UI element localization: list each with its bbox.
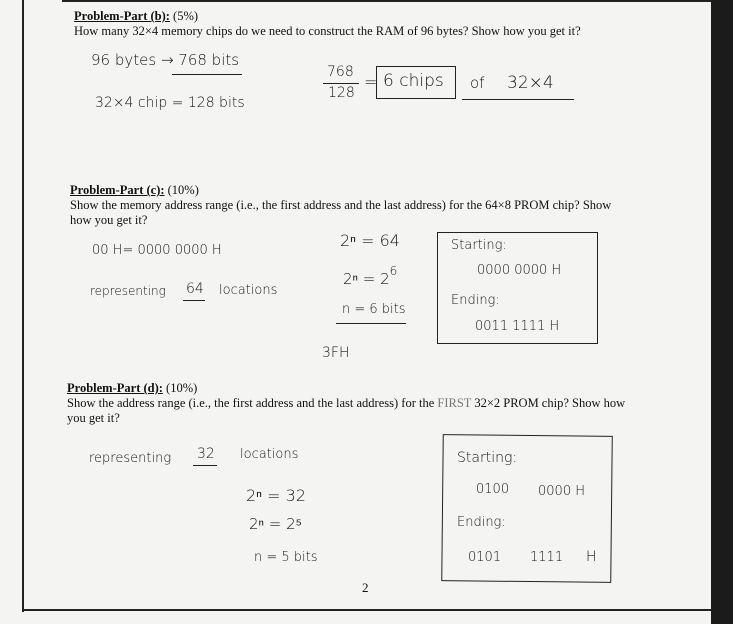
part-c-representing: representing	[90, 284, 166, 298]
part-d-ending-value-c: H	[586, 549, 597, 565]
part-d-count-underline	[193, 465, 217, 466]
part-d-eq1: 2ⁿ = 32	[246, 486, 306, 505]
part-b-answer-type: 32×4	[507, 73, 554, 93]
part-b-question: How many 32×4 memory chips do we need to construct the RAM of 96 bytes? Show how you get it?	[74, 24, 581, 38]
part-d-eq3: n = 5 bits	[254, 550, 318, 565]
part-d-count: 32	[197, 446, 215, 462]
part-c-eq3: n = 6 bits	[342, 302, 406, 317]
part-c-count-underline	[183, 300, 205, 301]
part-c-header	[70, 183, 670, 228]
part-c-ending-label: Ending:	[451, 293, 500, 308]
part-b-line1-underline	[172, 74, 242, 75]
part-d-ending-value-a: 0101	[468, 550, 502, 565]
part-b-answer-of: of	[470, 74, 485, 92]
part-c-locations: locations	[219, 283, 278, 298]
part-c-eq2-exp: 6	[389, 264, 398, 278]
part-d-weight: (10%)	[166, 381, 198, 395]
part-c-question-line1: Show the memory address range (i.e., the first address and the last address) for the 64×8 PROM chip? Show	[70, 198, 612, 212]
bottom-border	[22, 609, 711, 611]
part-c-heading: Problem-Part (c):	[70, 183, 165, 197]
left-border	[22, 0, 24, 612]
part-d-locations: locations	[240, 447, 299, 462]
part-c-starting-label: Starting:	[451, 238, 507, 253]
part-d-question-line2: you get it?	[67, 411, 120, 425]
part-b-weight: (5%)	[173, 9, 199, 23]
part-d-question-highlight: FIRST	[437, 396, 472, 410]
part-d-ending-label: Ending:	[457, 515, 506, 530]
part-d-eq2: 2ⁿ = 2⁵	[249, 515, 302, 533]
part-c-count: 64	[186, 281, 204, 297]
part-b-fraction-den: 128	[328, 85, 355, 101]
top-border	[62, 0, 711, 2]
part-b-answer: 6 chips	[383, 71, 444, 91]
part-c-weight: (10%)	[167, 183, 199, 197]
part-c-eq2	[343, 264, 398, 288]
part-c-hex-note: 3FH	[322, 345, 350, 361]
part-b-answer-underline	[462, 99, 574, 100]
part-d-ending-value-b: 1111	[530, 550, 564, 565]
page-number: 2	[362, 580, 369, 595]
part-b-header	[74, 9, 694, 39]
part-d-question-post: 32×2 PROM chip? Show how	[474, 396, 626, 410]
part-c-eq1: 2ⁿ = 64	[340, 231, 400, 250]
part-d-representing: representing	[89, 451, 172, 466]
part-c-question-line2: how you get it?	[70, 213, 148, 227]
part-c-starting-value: 0000 0000 H	[477, 263, 562, 278]
part-c-ending-value: 0011 1111 H	[475, 319, 560, 334]
part-d-question-pre: Show the address range (i.e., the first address and the last address) for the	[67, 396, 435, 410]
part-b-fraction-num: 768	[327, 64, 354, 80]
part-c-start-addr: 00 H= 0000 0000 H	[92, 243, 222, 258]
part-d-starting-value-a: 0100	[476, 482, 510, 497]
part-b-line2: 32×4 chip = 128 bits	[95, 95, 245, 111]
part-c-eq3-underline	[336, 323, 406, 324]
part-d-heading: Problem-Part (d):	[67, 381, 163, 395]
part-b-heading: Problem-Part (b):	[74, 9, 170, 23]
part-d-header	[67, 381, 687, 426]
part-d-starting-value-b: 0000 H	[538, 484, 585, 499]
part-b-line1: 96 bytes → 768 bits	[91, 51, 240, 69]
part-d-starting-label: Starting:	[457, 450, 518, 466]
part-b-equals: =	[364, 72, 378, 91]
part-c-eq2-base: 2ⁿ = 2	[343, 270, 390, 288]
